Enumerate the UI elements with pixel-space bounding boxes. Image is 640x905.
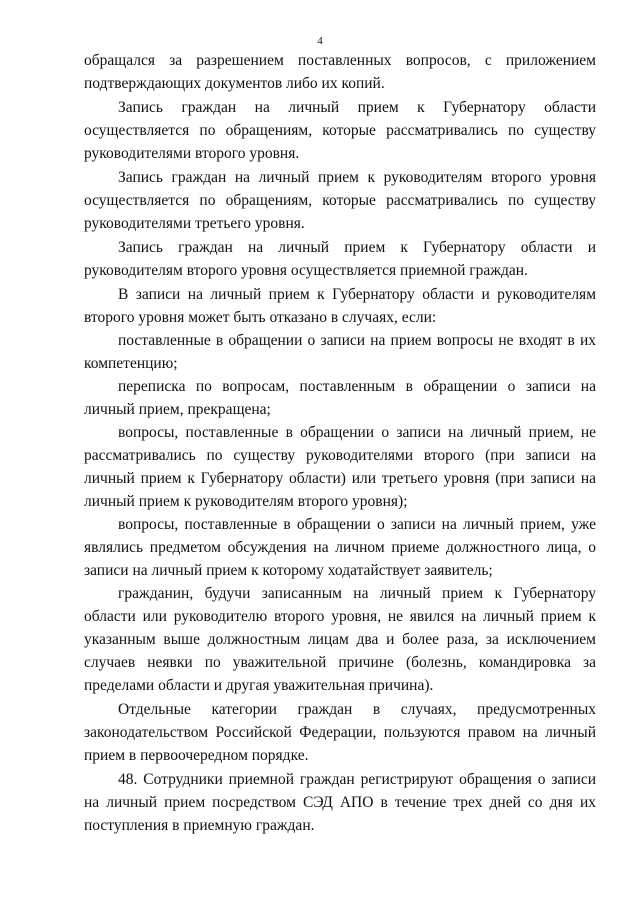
paragraph-refusal-cases: В записи на личный прием к Губернатору области и руководителям второго уровня может быть отказано в случаях, если: (84, 286, 596, 326)
document-body (84, 49, 596, 837)
paragraph-priority-categories: Отдельные категории граждан в случаях, предусмотренных законодательством Российской Федерации, пользуются правом на личный прием в первоочередном порядке. (84, 701, 596, 764)
list-item-competence: поставленные в обращении о записи на прием вопросы не входят в их компетенцию; (84, 332, 596, 372)
list-item-not-considered: вопросы, поставленные в обращении о записи на личный прием, не рассматривались по существу руководителями второго (при записи на личный прием к Губернатору области) или третьего уровня (при записи на личный прием к руководителям второго уровня); (84, 424, 596, 510)
paragraph-item-48: 48. Сотрудники приемной граждан регистрируют обращения о записи на личный прием посредством СЭД АПО в течение трех дней со дня их поступления в приемную граждан. (84, 771, 596, 834)
list-item-no-show: гражданин, будучи записанным на личный прием к Губернатору области или руководителю второго уровня, не явился на личный прием к указанным выше должностным лицам два и более раза, за исключением случаев неявки по уважительной причине (болезнь, командировка за пределами области и другая уважительная причина). (84, 585, 596, 694)
paragraph-continuation: обращался за разрешением поставленных вопросов, с приложением подтверждающих документов либо их копий. (84, 52, 596, 92)
paragraph-governor-appointment: Запись граждан на личный прием к Губернатору области осуществляется по обращениям, которые рассматривались по существу руководителями второго уровня. (84, 99, 596, 162)
page-number: 4 (317, 35, 323, 47)
paragraph-second-level-appointment: Запись граждан на личный прием к руководителям второго уровня осуществляется по обращениям, которые рассматривались по существу руководителями третьего уровня. (84, 169, 596, 232)
paragraph-reception-appointment: Запись граждан на личный прием к Губернатору области и руководителям второго уровня осуществляется приемной граждан. (84, 239, 596, 279)
list-item-already-discussed: вопросы, поставленные в обращении о записи на личный прием, уже являлись предметом обсуждения на личном приеме должностного лица, о записи на личный прием к которому ходатайствует заявитель; (84, 516, 596, 579)
list-item-correspondence-terminated: переписка по вопросам, поставленным в обращении о записи на личный прием, прекращена; (84, 378, 596, 418)
